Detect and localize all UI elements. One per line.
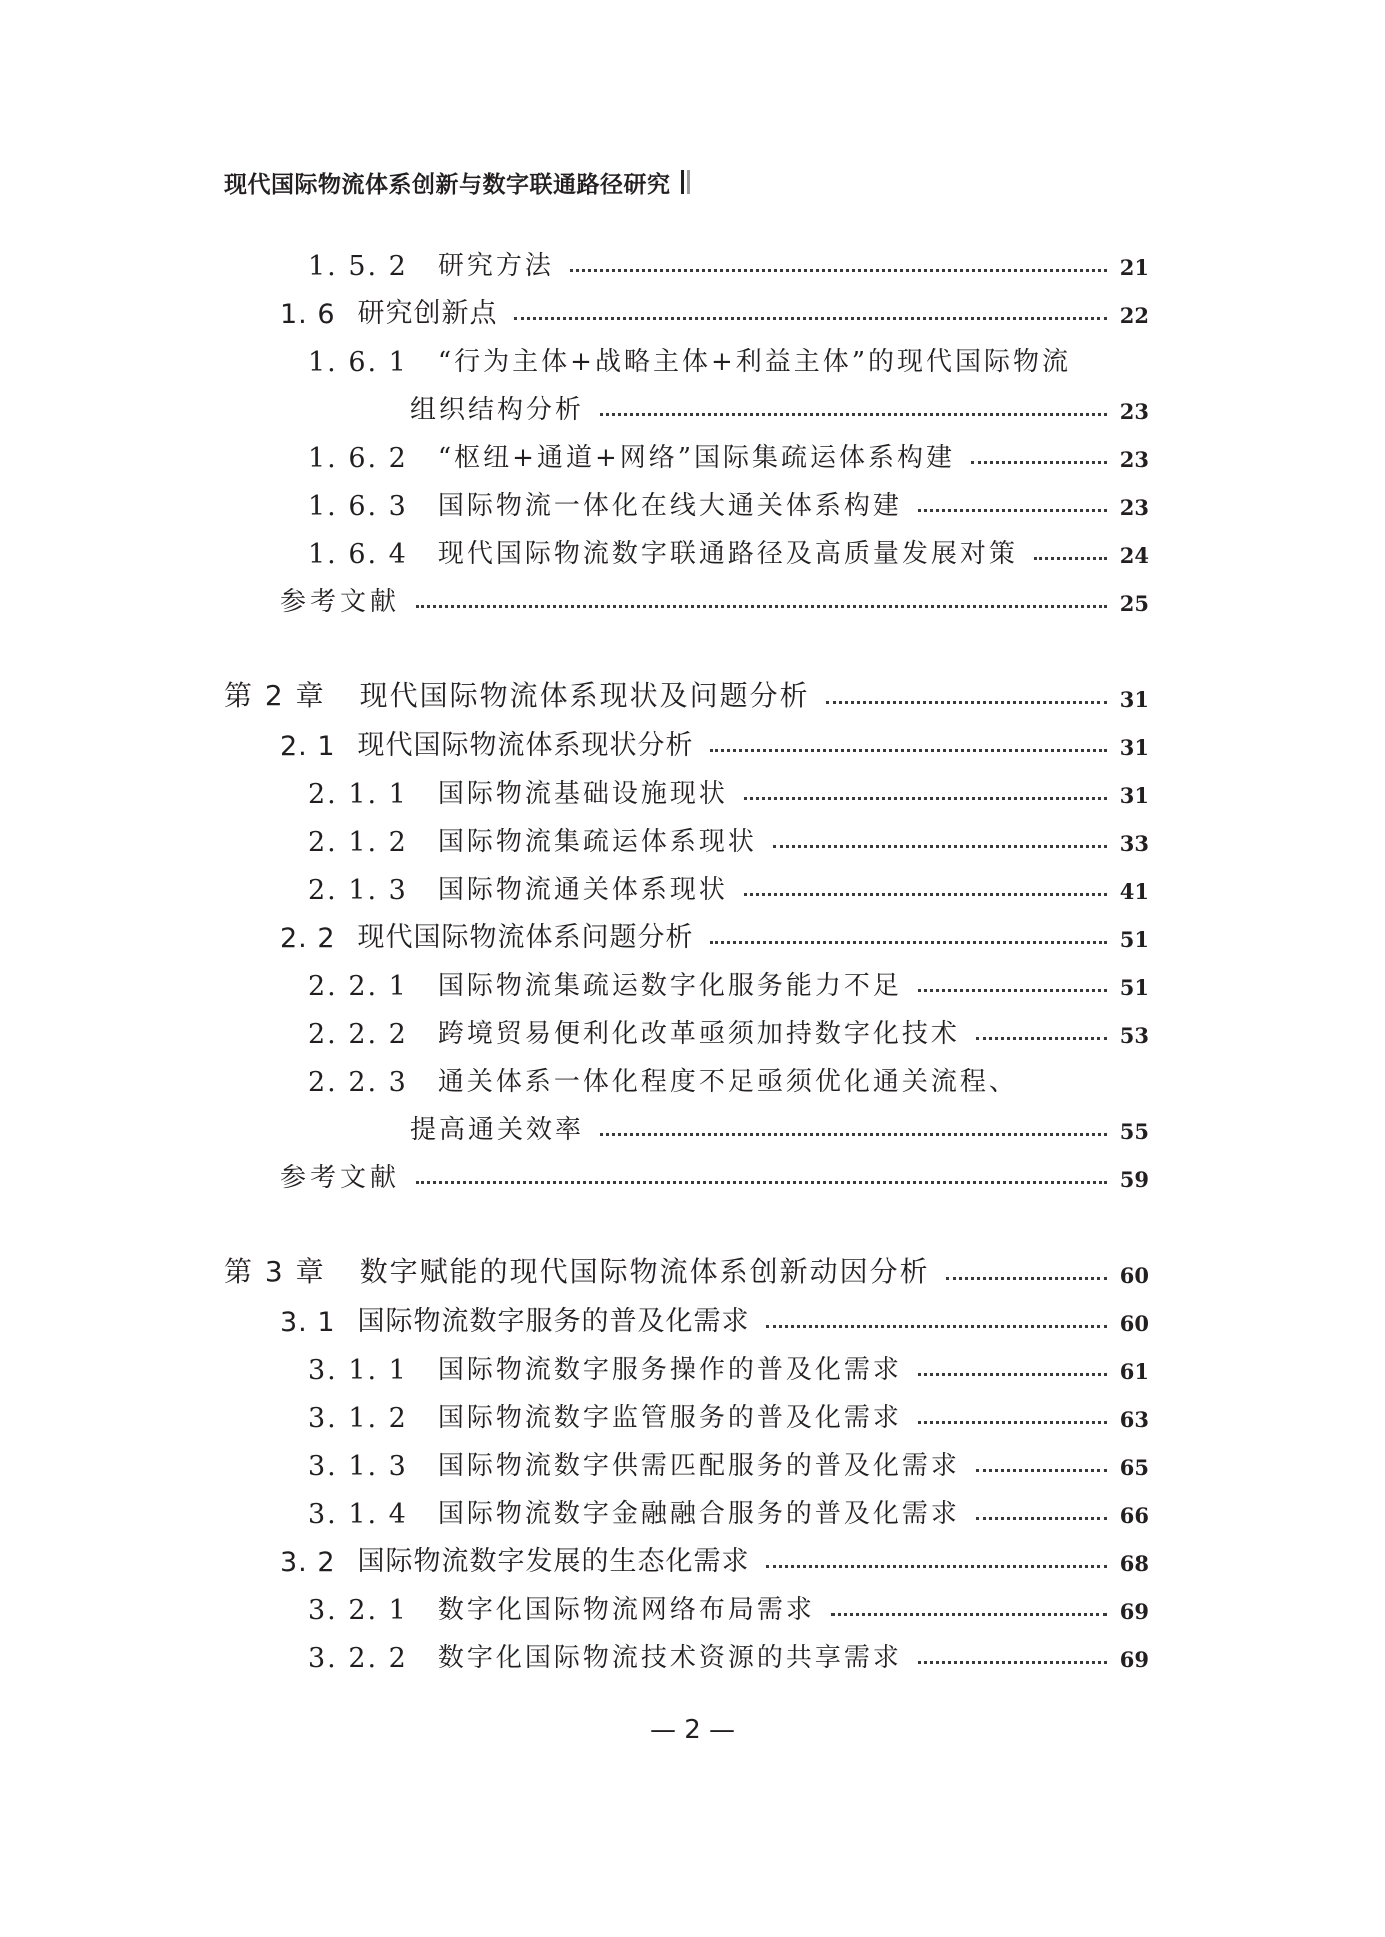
toc-entry-page: 69 xyxy=(1119,1647,1149,1672)
toc-entry-number: 3. 1. 3 xyxy=(308,1451,408,1482)
toc-entry-page: 68 xyxy=(1119,1551,1149,1576)
toc-entry-3-2[interactable] xyxy=(280,1538,1149,1578)
dot-leader xyxy=(831,1613,1107,1616)
toc-entry-title: 国际物流数字供需匹配服务的普及化需求 xyxy=(437,1451,960,1481)
dot-leader xyxy=(514,317,1107,320)
toc-entry-page: 22 xyxy=(1119,303,1149,328)
toc-entry-1-5-2[interactable] xyxy=(308,242,1149,282)
toc-entry-page: 21 xyxy=(1119,255,1149,280)
dot-leader xyxy=(710,941,1107,944)
toc-entry-number: 3. 2 xyxy=(280,1547,336,1578)
toc-entry-3-1-2[interactable] xyxy=(308,1394,1149,1434)
toc-entry-page: 23 xyxy=(1119,447,1149,472)
toc-entry-title: 国际物流基础设施现状 xyxy=(437,779,728,809)
toc-entry-1-6-4[interactable] xyxy=(308,530,1149,570)
toc-entry-title: 参考文献 xyxy=(280,1163,401,1193)
toc-entry-title: 国际物流集疏运数字化服务能力不足 xyxy=(437,971,902,1001)
toc-entry-1-6-1[interactable] xyxy=(410,386,1149,426)
toc-entry-title: 国际物流集疏运体系现状 xyxy=(437,827,757,857)
toc-entry-page: 23 xyxy=(1119,495,1149,520)
dot-leader xyxy=(1034,557,1107,560)
toc-entry-title: 组织结构分析 xyxy=(410,395,585,425)
toc-entry-number: 3. 2. 2 xyxy=(308,1643,408,1674)
toc-entry-title: 国际物流数字服务的普及化需求 xyxy=(357,1306,750,1337)
toc-entry-page: 51 xyxy=(1119,975,1149,1000)
toc-entry-3-1-1[interactable] xyxy=(308,1346,1149,1386)
toc-entry-chapter-2[interactable] xyxy=(224,674,1149,714)
toc-entry-page: 69 xyxy=(1119,1599,1149,1624)
dot-leader xyxy=(946,1277,1107,1280)
toc-entry-page: 63 xyxy=(1119,1407,1149,1432)
toc-entry-1-6[interactable] xyxy=(280,290,1149,330)
toc-entry-number: 1. 6. 1 xyxy=(308,347,408,378)
toc-entry-title: 现代国际物流体系问题分析 xyxy=(357,922,694,953)
dot-leader xyxy=(971,461,1107,464)
toc-entry-page: 55 xyxy=(1119,1119,1149,1144)
toc-entry-title: 数字赋能的现代国际物流体系创新动因分析 xyxy=(359,1255,930,1288)
dot-leader xyxy=(744,893,1107,896)
dot-leader xyxy=(570,269,1107,272)
toc-entry-number: 3. 1. 4 xyxy=(308,1499,408,1530)
dot-leader xyxy=(976,1517,1107,1520)
toc-entry-title: 提高通关效率 xyxy=(410,1115,585,1145)
toc-entry-page: 25 xyxy=(1119,591,1149,616)
toc-entry-number: 3. 1 xyxy=(280,1307,336,1338)
toc-entry-number: 1. 6 xyxy=(280,299,336,330)
toc-entry-title: 跨境贸易便利化改革亟须加持数字化技术 xyxy=(437,1019,960,1049)
dot-leader xyxy=(918,1421,1107,1424)
toc-entry-number: 1. 5. 2 xyxy=(308,251,408,282)
toc-entry-number: 1. 6. 3 xyxy=(308,491,408,522)
toc-entry-title: 数字化国际物流技术资源的共享需求 xyxy=(437,1643,902,1673)
dot-leader xyxy=(918,509,1107,512)
toc-entry-number: 2. 1 xyxy=(280,731,336,762)
toc-entry-title-line1: “行为主体+战略主体+利益主体”的现代国际物流 xyxy=(437,347,1072,377)
toc-entry-2-2-1[interactable] xyxy=(308,962,1149,1002)
dot-leader xyxy=(766,1325,1107,1328)
toc-entry-number: 3. 2. 1 xyxy=(308,1595,408,1626)
toc-entry-title: 参考文献 xyxy=(280,587,401,617)
toc-entry-page: 65 xyxy=(1119,1455,1149,1480)
toc-entry-2-1-1[interactable] xyxy=(308,770,1149,810)
toc-entry-number: 3. 1. 2 xyxy=(308,1403,408,1434)
toc-entry-title: 现代国际物流体系现状及问题分析 xyxy=(359,679,810,712)
dot-leader xyxy=(826,701,1107,704)
toc-entry-page: 60 xyxy=(1119,1263,1149,1288)
toc-entry-1-6-1-line1[interactable] xyxy=(308,338,1071,378)
dot-leader xyxy=(600,1133,1107,1136)
toc-entry-number: 第 2 章 xyxy=(224,679,326,712)
toc-entry-1-6-3[interactable] xyxy=(308,482,1149,522)
toc-entry-page: 66 xyxy=(1119,1503,1149,1528)
page-number: — 2 — xyxy=(649,1715,736,1745)
toc-entry-2-2-2[interactable] xyxy=(308,1010,1149,1050)
toc-entry-title: 研究创新点 xyxy=(357,298,498,329)
toc-entry-3-2-2[interactable] xyxy=(308,1634,1149,1674)
toc-entry-2-2[interactable] xyxy=(280,914,1149,954)
dot-leader xyxy=(416,605,1107,608)
toc-entry-number: 1. 6. 4 xyxy=(308,539,408,570)
toc-entry-title: 国际物流数字监管服务的普及化需求 xyxy=(437,1403,902,1433)
toc-entry-title: “枢纽+通道+网络”国际集疏运体系构建 xyxy=(437,443,956,473)
toc-entry-page: 61 xyxy=(1119,1359,1149,1384)
dot-leader xyxy=(600,413,1107,416)
toc-entry-title: 国际物流数字金融融合服务的普及化需求 xyxy=(437,1499,960,1529)
dot-leader xyxy=(773,845,1107,848)
toc-entry-page: 23 xyxy=(1119,399,1149,424)
toc-entry-2-1-3[interactable] xyxy=(308,866,1149,906)
toc-entry-title: 数字化国际物流网络布局需求 xyxy=(437,1595,815,1625)
toc-entry-references-ch2[interactable] xyxy=(280,1154,1149,1194)
dot-leader xyxy=(918,989,1107,992)
toc-entry-page: 51 xyxy=(1119,927,1149,952)
dot-leader xyxy=(710,749,1107,752)
dot-leader xyxy=(976,1469,1107,1472)
toc-entry-number: 2. 1. 3 xyxy=(308,875,408,906)
toc-entry-page: 31 xyxy=(1119,735,1149,760)
dot-leader xyxy=(766,1565,1107,1568)
toc-entry-number: 第 3 章 xyxy=(224,1255,326,1288)
dot-leader xyxy=(918,1373,1107,1376)
toc-entry-title: 现代国际物流数字联通路径及高质量发展对策 xyxy=(437,539,1018,569)
toc-entry-title: 国际物流数字发展的生态化需求 xyxy=(357,1546,750,1577)
running-head-title: 现代国际物流体系创新与数字联通路径研究 xyxy=(224,171,671,198)
toc-entry-number: 3. 1. 1 xyxy=(308,1355,408,1386)
toc-entry-2-2-3[interactable] xyxy=(410,1106,1149,1146)
dot-leader xyxy=(918,1661,1107,1664)
toc-entry-page: 59 xyxy=(1119,1167,1149,1192)
dot-leader xyxy=(416,1181,1107,1184)
toc-entry-title: 研究方法 xyxy=(437,251,554,281)
toc-entry-page: 24 xyxy=(1119,543,1149,568)
toc-entry-1-6-2[interactable] xyxy=(308,434,1149,474)
toc-entry-number: 2. 2. 3 xyxy=(308,1067,408,1098)
toc-entry-page: 31 xyxy=(1119,783,1149,808)
toc-entry-title-line1: 通关体系一体化程度不足亟须优化通关流程、 xyxy=(437,1067,1018,1097)
toc-entry-title: 现代国际物流体系现状分析 xyxy=(357,730,694,761)
toc-entry-title: 国际物流通关体系现状 xyxy=(437,875,728,905)
toc-entry-2-1[interactable] xyxy=(280,722,1149,762)
toc-entry-page: 53 xyxy=(1119,1023,1149,1048)
toc-entry-number: 2. 1. 2 xyxy=(308,827,408,858)
toc-entry-2-2-3-line1[interactable] xyxy=(308,1058,1018,1098)
toc-entry-3-2-1[interactable] xyxy=(308,1586,1149,1626)
toc-entry-number: 2. 2. 1 xyxy=(308,971,408,1002)
toc-entry-page: 31 xyxy=(1119,687,1149,712)
toc-entry-3-1-4[interactable] xyxy=(308,1490,1149,1530)
toc-entry-number: 2. 2. 2 xyxy=(308,1019,408,1050)
toc-entry-number: 2. 1. 1 xyxy=(308,779,408,810)
toc-entry-title: 国际物流数字服务操作的普及化需求 xyxy=(437,1355,902,1385)
toc-entry-title: 国际物流一体化在线大通关体系构建 xyxy=(437,491,902,521)
toc-entry-chapter-3[interactable] xyxy=(224,1250,1149,1290)
dot-leader xyxy=(976,1037,1107,1040)
toc-entry-3-1[interactable] xyxy=(280,1298,1149,1338)
toc-entry-page: 33 xyxy=(1119,831,1149,856)
toc-entry-2-1-2[interactable] xyxy=(308,818,1149,858)
toc-entry-number: 2. 2 xyxy=(280,923,336,954)
toc-entry-references-ch1[interactable] xyxy=(280,578,1149,618)
toc-entry-3-1-3[interactable] xyxy=(308,1442,1149,1482)
dot-leader xyxy=(744,797,1107,800)
toc-entry-number: 1. 6. 2 xyxy=(308,443,408,474)
toc-entry-page: 41 xyxy=(1119,879,1149,904)
toc-entry-page: 60 xyxy=(1119,1311,1149,1336)
